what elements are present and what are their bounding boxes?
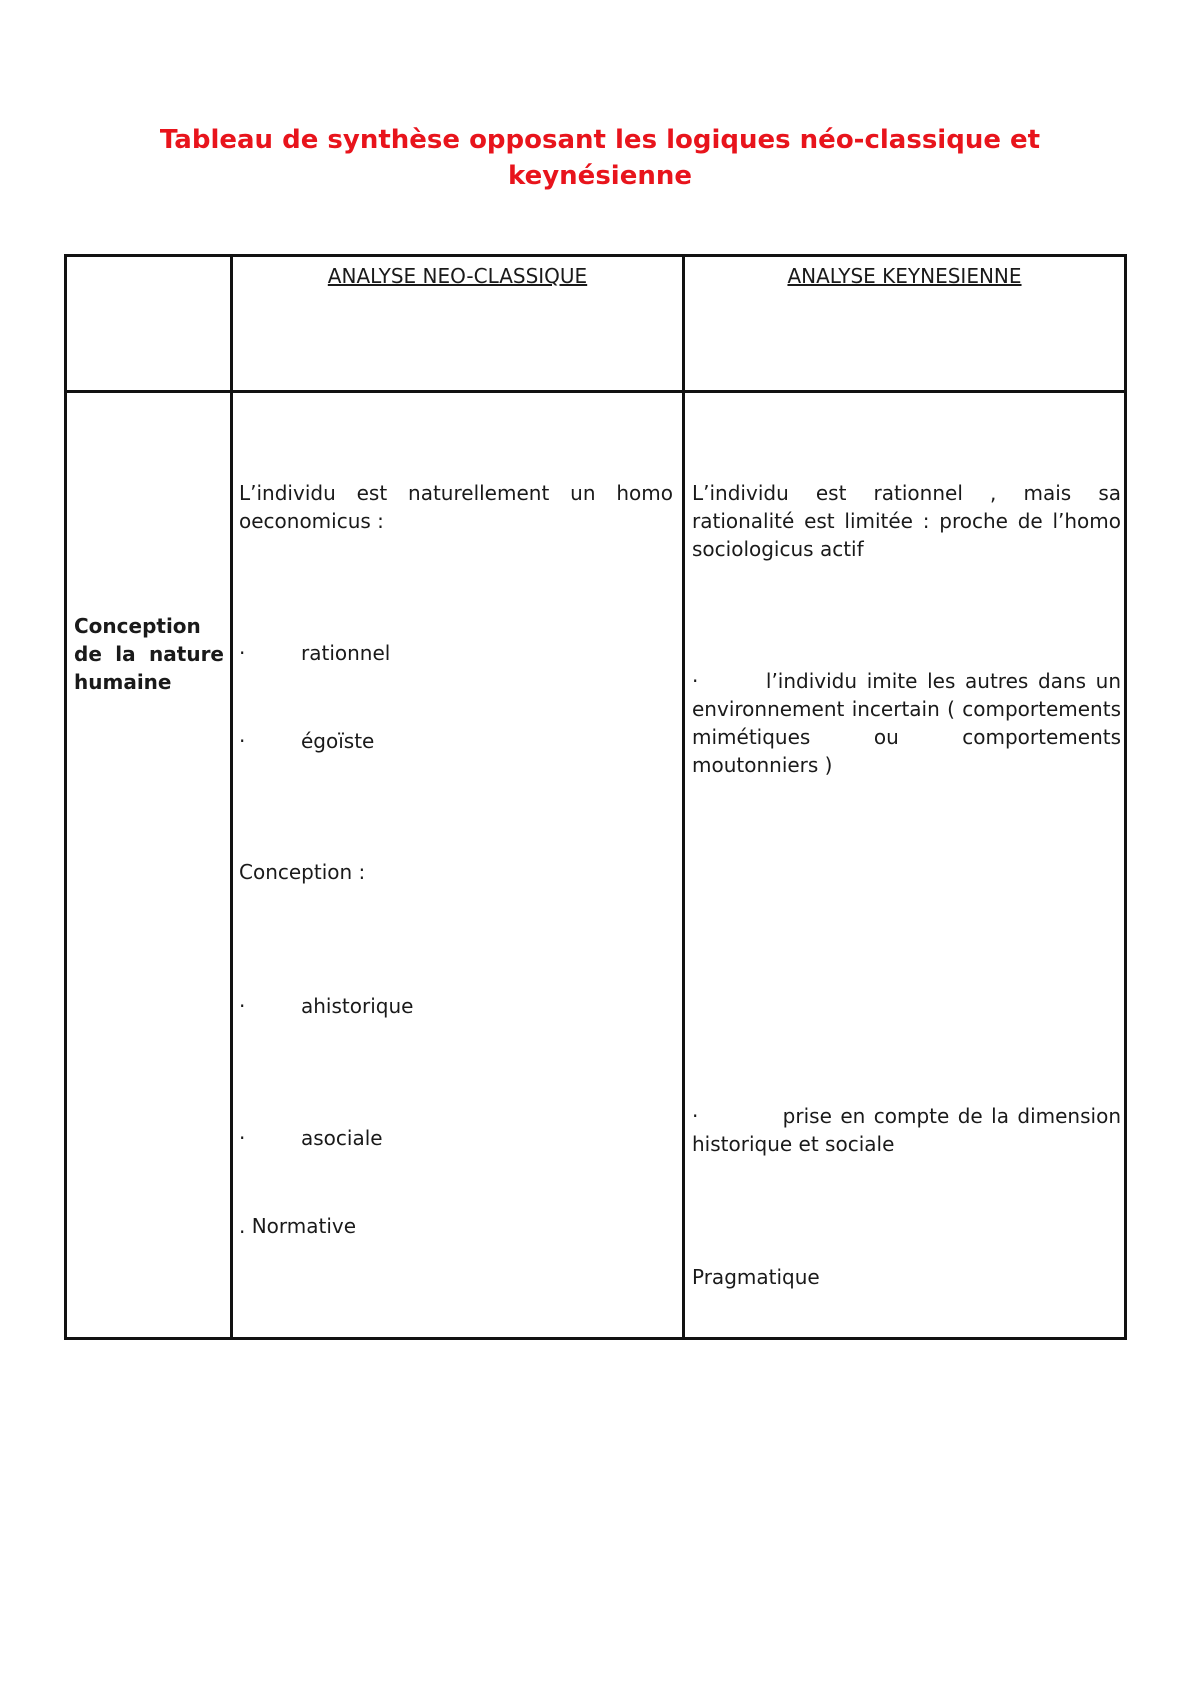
bullet-marker: · [239,1126,246,1150]
column-divider-1 [230,257,233,1337]
neo-trait-egoiste [239,727,374,755]
keynes-pragmatique: Pragmatique [692,1265,820,1289]
trait-label: rationnel [301,641,391,665]
bullet-marker: · [239,729,246,753]
conception-item-label: ahistorique [301,994,414,1018]
header-neo-classique: ANALYSE NEO-CLASSIQUE [327,264,588,288]
keynes-imitation-point: · l’individu imite les autres dans un environnement incertain ( comportements mimétiques ou comportements moutonniers ) [692,669,1128,777]
conception-item-label: asociale [301,1126,383,1150]
neo-conception-ahistorique [239,992,413,1020]
bullet-marker: · [239,641,246,665]
neo-trait-rationnel [239,639,390,667]
row-divider [67,390,1124,393]
keynes-intro-text: L’individu est rationnel , mais sa rationalité est limitée : proche de l’homo sociologicus actif [692,481,1128,561]
neo-conception-asociale [239,1124,383,1152]
trait-label: égoïste [301,729,375,753]
column-divider-2 [682,257,685,1337]
neo-normative: . Normative [239,1214,357,1238]
header-keynesienne: ANALYSE KEYNESIENNE [787,264,1022,288]
neo-intro-text: L’individu est naturellement un homo oeconomicus : [239,481,673,533]
bullet-marker: · [239,994,246,1018]
keynes-historique-point: · prise en compte de la dimension historique et sociale [692,1104,1128,1156]
row-label-nature-humaine: Conception de la nature humaine [74,614,224,694]
neo-conception-label: Conception : [239,860,366,884]
synthesis-table [64,254,1127,1340]
page-title: Tableau de synthèse opposant les logiques néo-classique et keynésienne [159,125,1041,191]
